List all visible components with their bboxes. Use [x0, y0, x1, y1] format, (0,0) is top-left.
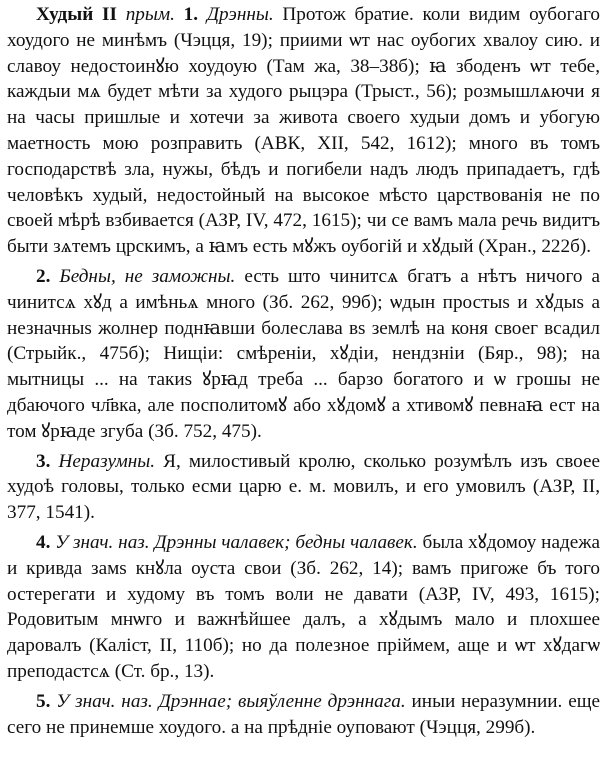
sense-2-definition: Бедны, не заможны.	[59, 265, 236, 287]
sense-2-number: 2.	[36, 265, 51, 287]
sense-2-paragraph	[7, 264, 600, 445]
sense-1-number: 1.	[183, 4, 199, 25]
sense-3-text: Я, милостивый кролю, сколько розумѣлъ изъ своее худоѣ головы, только есми царю е. м. мовилъ, и его умовилъ (АЗР, II, 377, 1541).	[7, 450, 601, 524]
sense-5-definition: У знач. наз. Дрэннае; выяўленне дрэннага.	[56, 690, 406, 712]
sense-4-text: была хꙋдомоу надежа и кривда замs кнꙋла оуста свои (Зб. 262, 14); вамъ пригоже бъ того остерегати и худому въ томъ воли не давати (АЗР, IV, 493, 1615); Родовитым мнѡго и важнѣйшее далъ, а хꙋдымъ мало и плохшее даровалъ (Каліст, II, 110б); но да полезное прiймем, аще и ѡт хꙋдагѡ преподастсѧ (Ст. бр., 13).	[7, 531, 601, 682]
sense-4-paragraph	[7, 530, 600, 685]
sense-4-definition: У знач. наз. Дрэнны чалавек; бедны чалавек.	[55, 531, 418, 553]
sense-1-text: Протож братие. коли видим оубогаго хоудого не минѣмъ (Чэцця, 19); приими ѡт нас оубогих хвалоу сию. и славоу недостоинꙋю хоудоую (Там жа, 38–38б); ꙗ збоденъ ѡт тебе, каждыи мѧ будет мѣти за худого рыцэра (Трыст., 56); розмышлѧючи я на часы пришлые и хотечи за живота своего худыи домъ и убогую маетность мою розправить (АВК, XII, 542, 1612); много въ томъ господарствѣ зла, нужы, бѣдъ и погибели надъ людъ припадаетъ, гдѣ человѣкъ худый, недостойный на высокое мѣсто царствованiя не по своей мѣрѣ взбивается (АЗР, IV, 472, 1615); чи се вамъ мала речь видитъ быти зѧтемъ црскимъ, а ꙗмъ есть мꙋжъ оубогій и хꙋдый (Хран., 222б).	[7, 4, 600, 258]
sense-5-number: 5.	[36, 690, 51, 712]
sense-3-paragraph	[7, 449, 600, 526]
sense-3-number: 3.	[36, 450, 51, 472]
sense-1-paragraph	[7, 2, 600, 260]
sense-1-definition: Дрэнны.	[206, 4, 274, 25]
sense-5-text: иныи неразумнии. еще сего не принемше хоудого. а на прѣднiе оуповают (Чэцця, 299б).	[7, 690, 600, 738]
sense-2-text: есть што чинитсѧ бгатъ а нѣтъ ничого а чинитсѧ хꙋд а имѣньѧ много (Зб. 262, 99б); ѡдын простыs и хꙋдыs а незначныs жолнер поднꙗвши болеслава вs землѣ на коня своег всадил (Стрыйк., 475б); Нищiи: смѣренiи, хꙋдiи, нендзнiи (Бяр., 98); на мытницы ... на такиs ꙋрꙗд треба ... барзо богатого и ѡ грошы не дбаючого чл҃вка, але посполитомꙋ або хꙋдомꙋ а хтивомꙋ певнаꙗ ест на том ꙋрꙗде згуба (Зб. 752, 475).	[7, 265, 600, 442]
headword: Худый II	[36, 4, 117, 25]
sense-3-definition: Неразумны.	[58, 450, 156, 472]
part-of-speech: прым.	[125, 4, 175, 25]
sense-5-paragraph	[7, 689, 600, 741]
sense-4-number: 4.	[36, 531, 51, 553]
